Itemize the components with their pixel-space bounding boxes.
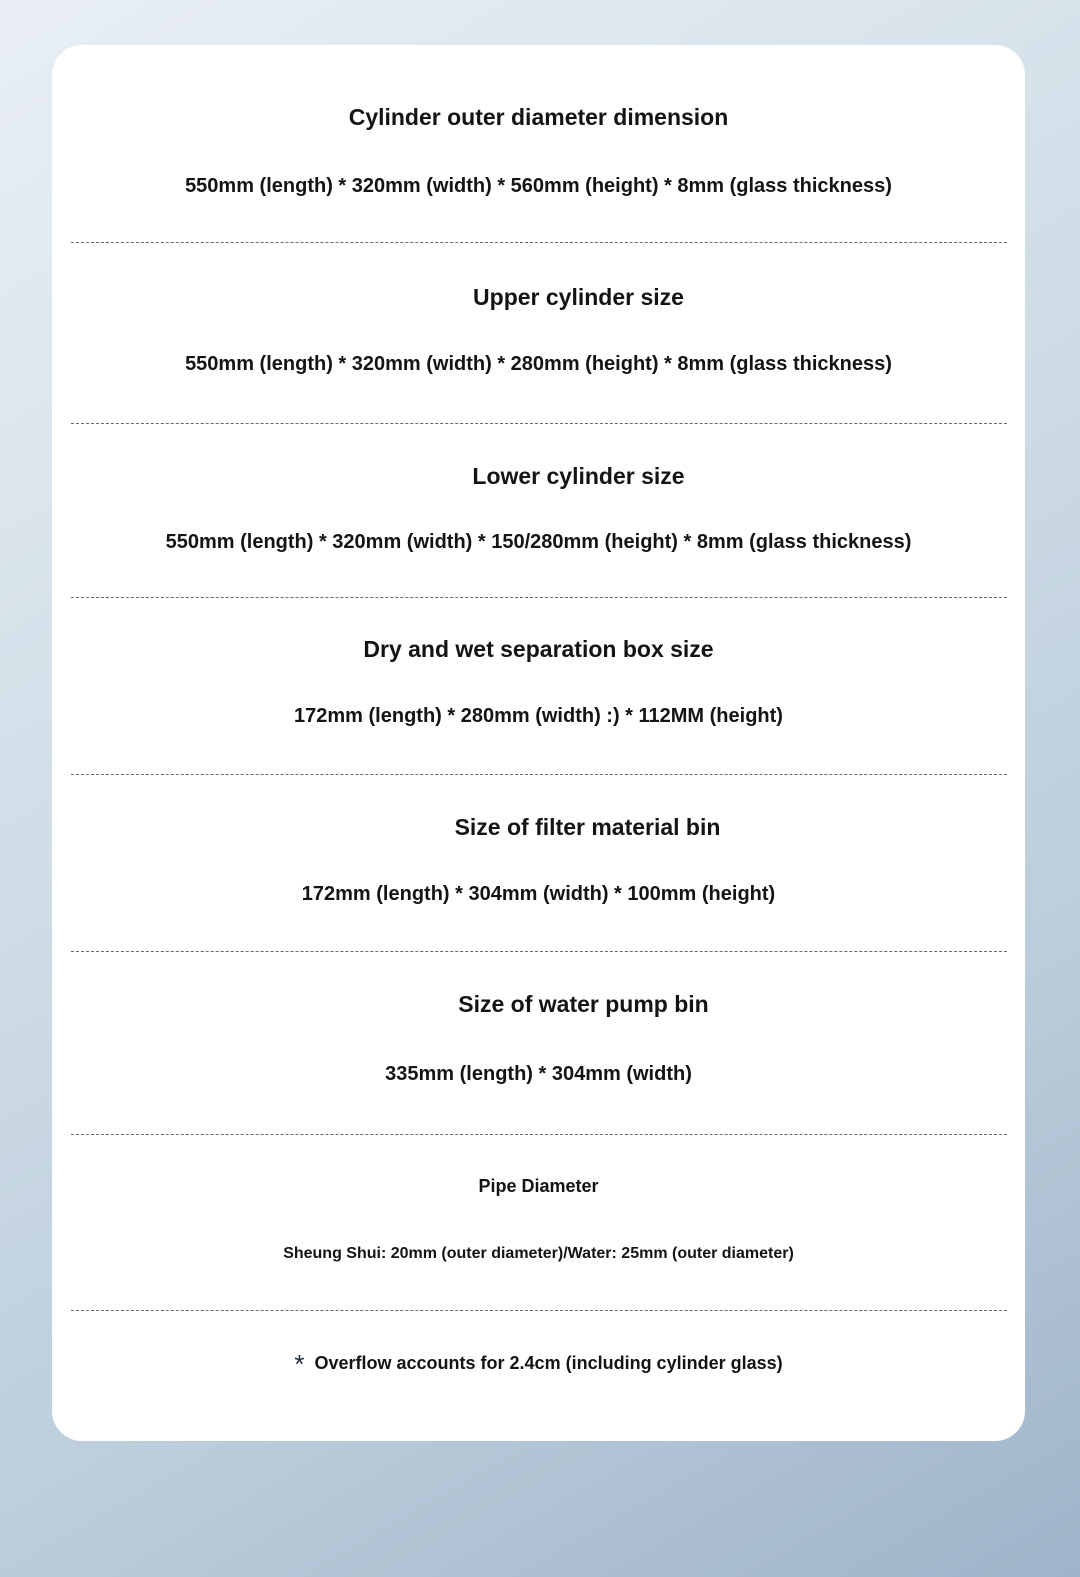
section-heading-filter-bin: Size of filter material bin xyxy=(454,814,721,840)
section-heading-cylinder-outer: Cylinder outer diameter dimension xyxy=(348,104,729,130)
spec-card xyxy=(52,45,1025,1441)
section-heading-lower-cylinder: Lower cylinder size xyxy=(472,463,685,489)
divider xyxy=(71,774,1007,775)
section-heading-separation-box: Dry and wet separation box size xyxy=(363,636,714,662)
overflow-note xyxy=(52,1348,1025,1379)
divider xyxy=(71,597,1007,598)
section-heading-pump-bin: Size of water pump bin xyxy=(458,991,709,1017)
section-heading-upper-cylinder: Upper cylinder size xyxy=(473,284,684,310)
section-value-pump-bin: 335mm (length) * 304mm (width) xyxy=(385,1063,692,1085)
section-value-pipe-diameter: Sheung Shui: 20mm (outer diameter)/Water: 25mm (outer diameter) xyxy=(283,1245,794,1262)
section-heading-pipe-diameter: Pipe Diameter xyxy=(478,1176,599,1196)
asterisk-icon: * xyxy=(294,1349,305,1379)
overflow-note-text: Overflow accounts for 2.4cm (including cylinder glass) xyxy=(314,1353,783,1373)
divider xyxy=(71,1134,1007,1135)
section-value-upper-cylinder: 550mm (length) * 320mm (width) * 280mm (height) * 8mm (glass thickness) xyxy=(185,353,892,375)
divider xyxy=(71,951,1007,952)
divider xyxy=(71,423,1007,424)
section-value-separation-box: 172mm (length) * 280mm (width) :) * 112MM (height) xyxy=(294,705,783,727)
divider xyxy=(71,1310,1007,1311)
section-value-filter-bin: 172mm (length) * 304mm (width) * 100mm (height) xyxy=(301,883,776,905)
section-value-lower-cylinder: 550mm (length) * 320mm (width) * 150/280mm (height) * 8mm (glass thickness) xyxy=(165,531,912,553)
section-value-cylinder-outer: 550mm (length) * 320mm (width) * 560mm (height) * 8mm (glass thickness) xyxy=(185,175,892,197)
divider xyxy=(71,242,1007,243)
